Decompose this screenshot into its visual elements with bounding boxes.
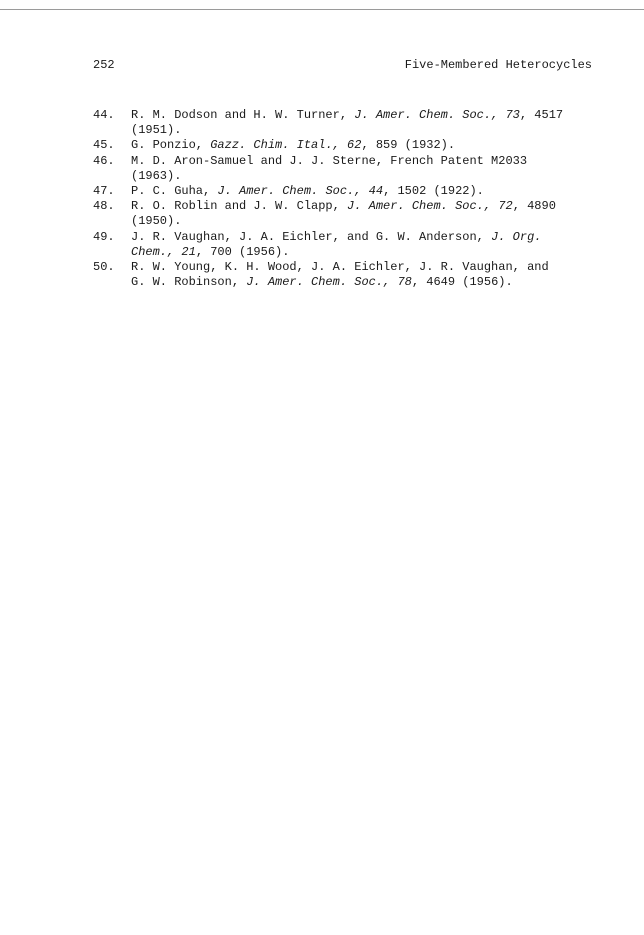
reference-item xyxy=(93,138,603,153)
reference-number: 46. xyxy=(93,153,115,168)
reference-number: 49. xyxy=(93,229,115,244)
reference-item xyxy=(93,108,603,138)
reference-number: 50. xyxy=(93,260,115,275)
journal-citation: J. Amer. Chem. Soc., 73 xyxy=(354,108,520,122)
reference-text xyxy=(131,199,603,229)
reference-text-segment: P. C. Guha, xyxy=(131,184,218,199)
running-head: Five-Membered Heterocycles xyxy=(404,58,592,72)
reference-text-segment: , 1502 (1922). xyxy=(383,184,484,199)
journal-citation: Gazz. Chim. Ital., 62 xyxy=(210,138,362,153)
journal-citation: J. Org. Chem., 21 xyxy=(131,229,542,259)
reference-text-segment: J. R. Vaughan, J. A. Eichler, and G. W. Anderson, xyxy=(131,229,492,244)
reference-list xyxy=(93,108,603,290)
reference-text xyxy=(131,260,603,290)
reference-item xyxy=(93,199,603,229)
reference-text-segment: R. M. Dodson and H. W. Turner, xyxy=(131,108,355,122)
reference-number: 44. xyxy=(93,108,115,122)
reference-number: 47. xyxy=(93,184,115,199)
reference-number: 48. xyxy=(93,199,115,214)
reference-text-segment: , 700 (1956). xyxy=(195,244,290,259)
reference-item xyxy=(93,184,603,199)
reference-text xyxy=(131,184,603,199)
reference-text-segment: , 4517 (1951). xyxy=(131,108,564,138)
top-edge-rule xyxy=(0,9,644,10)
reference-text xyxy=(131,154,603,184)
reference-text-segment: , 4649 (1956). xyxy=(411,275,513,290)
reference-text-segment: , 859 (1932). xyxy=(361,138,456,153)
reference-item xyxy=(93,260,603,290)
reference-number: 45. xyxy=(93,138,115,153)
journal-citation: J. Amer. Chem. Soc., 44 xyxy=(217,184,384,199)
reference-item xyxy=(93,230,603,260)
reference-text xyxy=(131,108,603,138)
reference-text xyxy=(131,138,603,153)
reference-text xyxy=(131,230,603,260)
reference-item xyxy=(93,154,603,184)
journal-citation: J. Amer. Chem. Soc., 78 xyxy=(246,275,412,290)
reference-text-segment: , 4890 (1950). xyxy=(131,199,556,229)
journal-citation: J. Amer. Chem. Soc., 72 xyxy=(347,199,513,214)
reference-text-segment: G. Ponzio, xyxy=(131,138,211,153)
reference-text-segment: M. D. Aron-Samuel and J. J. Sterne, French Patent M2033 (1963). xyxy=(131,153,528,183)
page-number: 252 xyxy=(93,58,115,72)
reference-text-segment: R. W. Young, K. H. Wood, J. A. Eichler, J. R. Vaughan, and G. W. Robinson, xyxy=(131,260,549,290)
reference-text-segment: R. O. Roblin and J. W. Clapp, xyxy=(131,199,348,214)
